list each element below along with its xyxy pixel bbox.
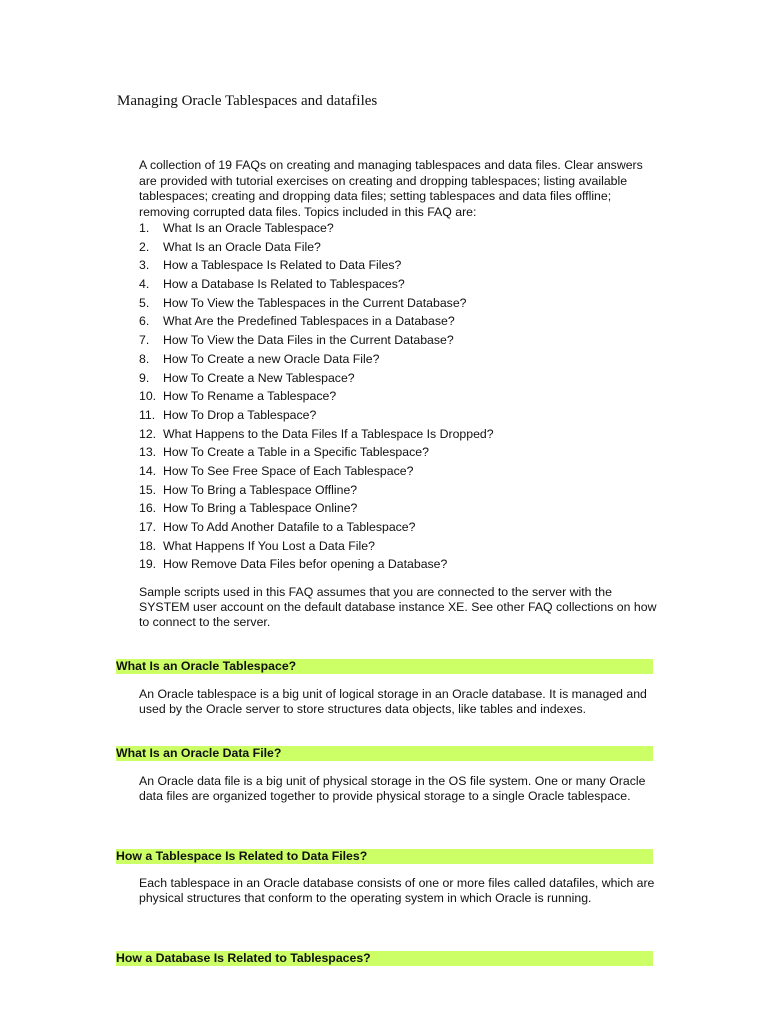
document-title: Managing Oracle Tablespaces and datafiles <box>117 93 378 109</box>
list-item-number: 18. <box>139 538 157 553</box>
list-item-text: What Are the Predefined Tablespaces in a Database? <box>163 314 455 329</box>
list-item <box>139 352 659 371</box>
list-item-text: How To See Free Space of Each Tablespace? <box>163 463 414 478</box>
list-item-text: What Is an Oracle Tablespace? <box>163 221 334 235</box>
faq-topic-list <box>139 221 659 576</box>
list-item-number: 7. <box>139 333 150 348</box>
list-item-text: How a Tablespace Is Related to Data Files? <box>163 258 402 273</box>
list-item-number: 6. <box>139 314 150 329</box>
list-item-text: How To Drop a Tablespace? <box>163 407 317 422</box>
list-item-text: What Is an Oracle Data File? <box>163 239 321 254</box>
list-item-text: What Happens to the Data Files If a Tablespace Is Dropped? <box>163 426 494 441</box>
list-item-text: How To Create a new Oracle Data File? <box>163 351 380 366</box>
section-body-tablespace-data-files: Each tablespace in an Oracle database consists of one or more files called datafiles, which are physical structures that conform to the operating system in which Oracle is running. <box>139 876 655 906</box>
intro-paragraph: A collection of 19 FAQs on creating and managing tablespaces and data files. Clear answers are provided with tutorial exercises on creating and dropping tablespaces; listing available tablespaces; creating and dropping data files; setting tablespaces and data files offline; removing corrupted data files. Topics included in this FAQ are: <box>139 158 643 219</box>
section-body-data-file: An Oracle data file is a big unit of physical storage in the OS file system. One or many Oracle data files are organized together to provide physical storage to a single Oracle tablespace. <box>139 774 646 804</box>
list-item <box>139 520 659 539</box>
section-body-tablespace: An Oracle tablespace is a big unit of logical storage in an Oracle database. It is managed and used by the Oracle server to store structures data objects, like tables and indexes. <box>139 687 647 717</box>
list-item <box>139 258 659 277</box>
list-item-number: 15. <box>139 482 157 497</box>
list-item-number: 16. <box>139 501 157 516</box>
list-item <box>139 221 659 240</box>
list-item-text: How To View the Data Files in the Current Database? <box>163 333 454 348</box>
list-item <box>139 557 659 576</box>
list-item <box>139 445 659 464</box>
list-item <box>139 483 659 502</box>
list-item-number: 4. <box>139 277 150 292</box>
list-item <box>139 539 659 558</box>
list-item-text: How To Create a New Tablespace? <box>163 370 355 385</box>
list-item <box>139 501 659 520</box>
list-item-text: How To View the Tablespaces in the Current Database? <box>163 295 467 310</box>
list-item-number: 2. <box>139 239 150 254</box>
list-item-number: 5. <box>139 295 150 310</box>
list-item-number: 8. <box>139 351 150 366</box>
list-item-number: 1. <box>139 221 150 235</box>
list-item-text: How To Create a Table in a Specific Tablespace? <box>163 445 429 460</box>
list-item <box>139 314 659 333</box>
list-item <box>139 408 659 427</box>
list-item <box>139 464 659 483</box>
list-item-number: 17. <box>139 520 157 534</box>
list-item-text: What Happens If You Lost a Data File? <box>163 538 375 553</box>
list-item-number: 3. <box>139 258 150 273</box>
section-heading-database-tablespaces: How a Database Is Related to Tablespaces? <box>116 951 653 966</box>
list-item <box>139 371 659 390</box>
list-item-text: How To Bring a Tablespace Online? <box>163 501 358 516</box>
list-item <box>139 296 659 315</box>
list-item-number: 12. <box>139 426 157 441</box>
list-item-text: How To Bring a Tablespace Offline? <box>163 482 358 497</box>
list-item-number: 11. <box>139 407 156 422</box>
list-item-text: How a Database Is Related to Tablespaces? <box>163 277 405 292</box>
list-item-number: 14. <box>139 463 157 478</box>
list-item-text: How To Rename a Tablespace? <box>163 389 337 404</box>
list-item <box>139 427 659 446</box>
section-heading-tablespace-data-files: How a Tablespace Is Related to Data Files? <box>116 849 653 864</box>
list-item <box>139 333 659 352</box>
list-item <box>139 240 659 259</box>
list-item <box>139 389 659 408</box>
list-item-text: How To Add Another Datafile to a Tablespace? <box>163 520 416 534</box>
list-item-number: 9. <box>139 370 150 385</box>
list-item-number: 13. <box>139 445 157 460</box>
sample-note-paragraph: Sample scripts used in this FAQ assumes that you are connected to the server with the SYSTEM user account on the default database instance XE. See other FAQ collections on how to connect to the server. <box>139 585 657 630</box>
list-item-number: 10. <box>139 389 157 404</box>
list-item-number: 19. <box>139 557 157 572</box>
list-item <box>139 277 659 296</box>
section-heading-data-file: What Is an Oracle Data File? <box>116 746 653 761</box>
list-item-text: How Remove Data Files befor opening a Database? <box>163 557 448 572</box>
section-heading-tablespace: What Is an Oracle Tablespace? <box>116 659 653 674</box>
